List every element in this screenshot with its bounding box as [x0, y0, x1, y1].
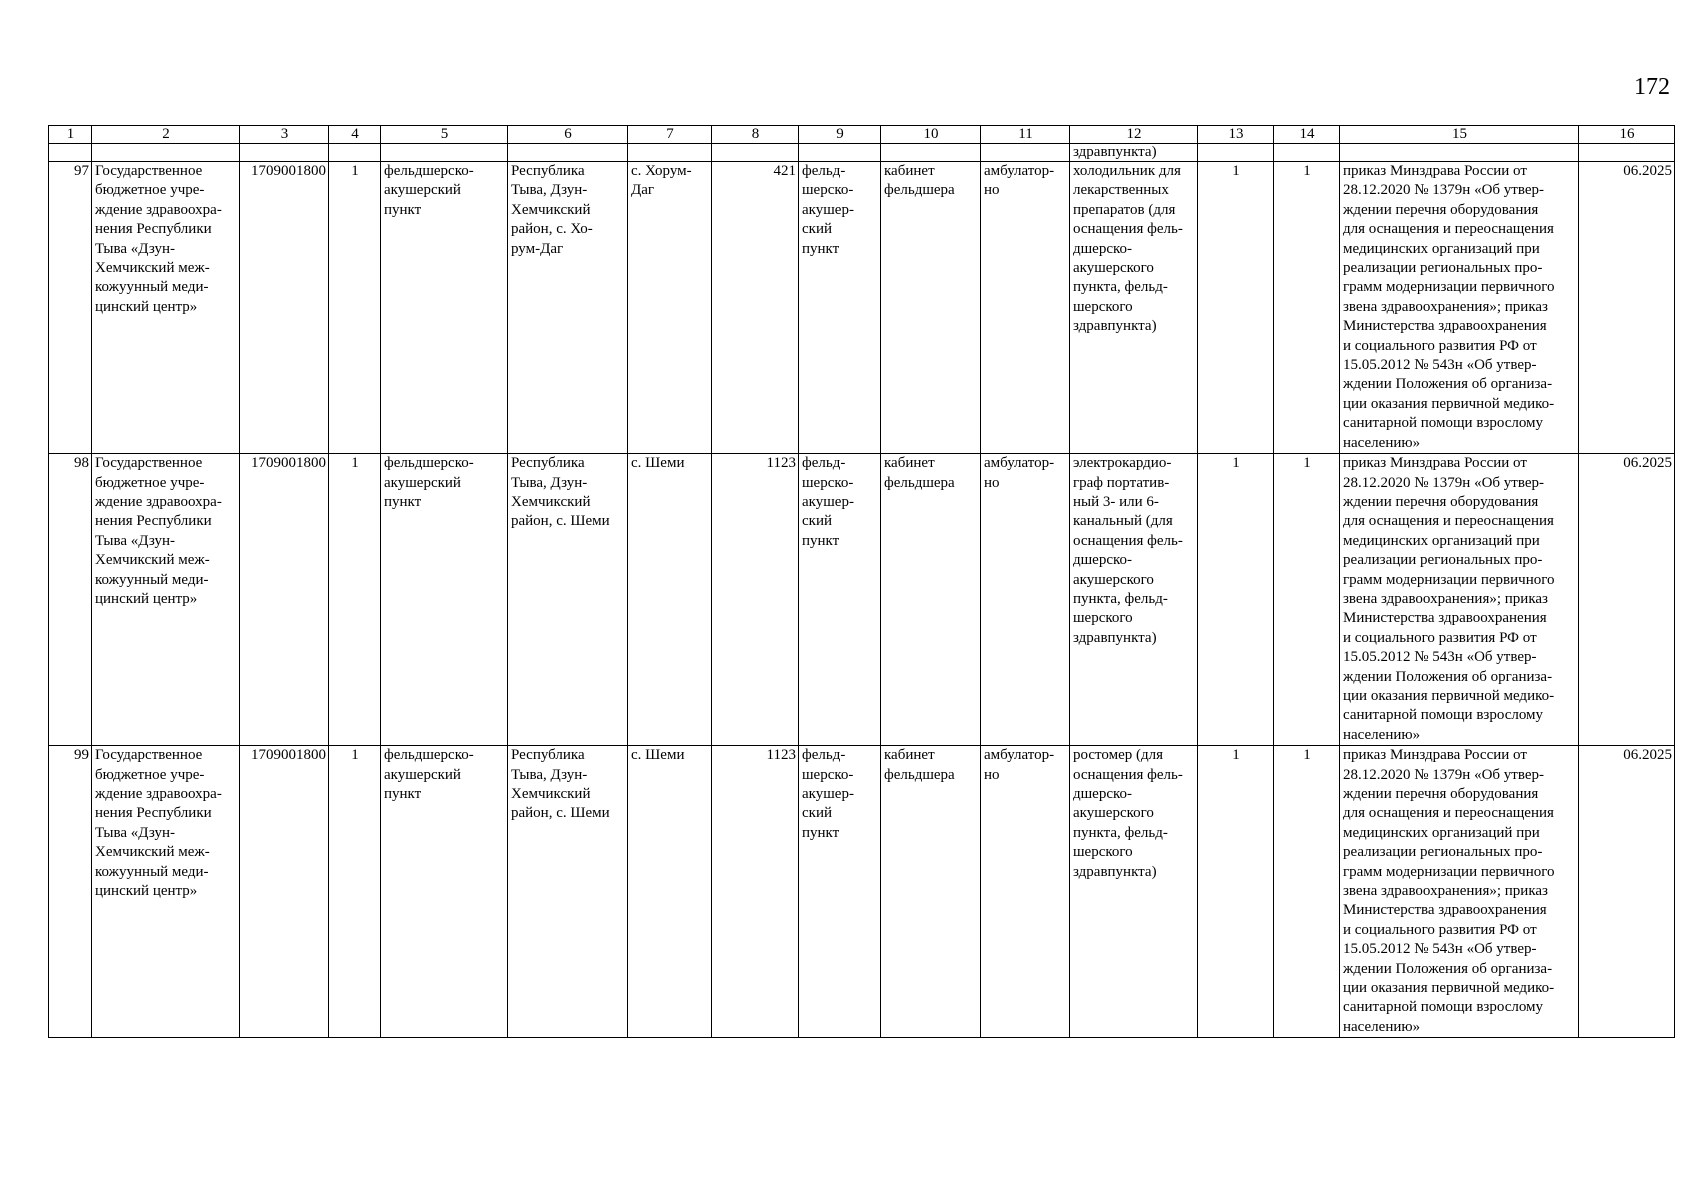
equipment: электрокардио- граф портатив- ный 3- или 6- канальный (для оснащения фель- дшерско- акушерского пункта, фельд- шерского здравпункта) [1070, 454, 1198, 746]
row-number: 99 [49, 746, 92, 1038]
facility-type: фельдшерско- акушерский пункт [381, 162, 508, 454]
locality: с. Шеми [628, 454, 712, 746]
table-row [49, 454, 1675, 746]
header-col-15: 15 [1340, 126, 1579, 144]
header-col-1: 1 [49, 126, 92, 144]
facility-address: Республика Тыва, Дзун- Хемчикский район, с. Шеми [508, 746, 628, 1038]
date: 06.2025 [1579, 454, 1675, 746]
header-col-11: 11 [981, 126, 1070, 144]
equipment: холодильник для лекарственных препаратов (для оснащения фель- дшерско- акушерского пункта, фельд- шерского здравпункта) [1070, 162, 1198, 454]
organization-name: Государственное бюджетное учре- ждение здравоохра- нения Республики Тыва «Дзун- Хемчикский меж- кожуунный меди- цинский центр» [92, 746, 240, 1038]
care-form: амбулатор- но [981, 162, 1070, 454]
col13-value: 1 [1198, 162, 1274, 454]
header-col-8: 8 [712, 126, 799, 144]
room: кабинет фельдшера [881, 454, 981, 746]
header-col-9: 9 [799, 126, 881, 144]
population: 421 [712, 162, 799, 454]
col4-value: 1 [329, 162, 381, 454]
header-col-4: 4 [329, 126, 381, 144]
equipment: ростомер (для оснащения фель- дшерско- акушерского пункта, фельд- шерского здравпункта) [1070, 746, 1198, 1038]
header-col-6: 6 [508, 126, 628, 144]
legal-basis: приказ Минздрава России от 28.12.2020 № 1379н «Об утвер- ждении перечня оборудования для оснащения и переоснащения медицинских организаций при реализации региональных про- грамм модернизации первичного звена здравоохранения»; приказ Министерства здравоохранения и социального развития РФ от 15.05.2012 № 543н «Об утвер- ждении Положения об организа- ции оказания первичной медико- санитарной помощи взрослому населению» [1340, 746, 1579, 1038]
date: 06.2025 [1579, 162, 1675, 454]
col14-value: 1 [1274, 454, 1340, 746]
column-number-header [49, 126, 1675, 144]
continuation-row [49, 144, 1675, 162]
organization-code: 1709001800 [240, 162, 329, 454]
unit: фельд- шерско- акушер- ский пункт [799, 162, 881, 454]
header-col-3: 3 [240, 126, 329, 144]
header-col-7: 7 [628, 126, 712, 144]
col13-value: 1 [1198, 746, 1274, 1038]
room: кабинет фельдшера [881, 162, 981, 454]
population: 1123 [712, 746, 799, 1038]
organization-name: Государственное бюджетное учре- ждение здравоохра- нения Республики Тыва «Дзун- Хемчикский меж- кожуунный меди- цинский центр» [92, 162, 240, 454]
header-col-13: 13 [1198, 126, 1274, 144]
page-number: 172 [1634, 74, 1670, 100]
header-col-5: 5 [381, 126, 508, 144]
continuation-equipment: здравпункта) [1070, 144, 1198, 162]
col4-value: 1 [329, 454, 381, 746]
date: 06.2025 [1579, 746, 1675, 1038]
legal-basis: приказ Минздрава России от 28.12.2020 № 1379н «Об утвер- ждении перечня оборудования для оснащения и переоснащения медицинских организаций при реализации региональных про- грамм модернизации первичного звена здравоохранения»; приказ Министерства здравоохранения и социального развития РФ от 15.05.2012 № 543н «Об утвер- ждении Положения об организа- ции оказания первичной медико- санитарной помощи взрослому населению» [1340, 162, 1579, 454]
unit: фельд- шерско- акушер- ский пункт [799, 746, 881, 1038]
population: 1123 [712, 454, 799, 746]
row-number: 97 [49, 162, 92, 454]
room: кабинет фельдшера [881, 746, 981, 1038]
legal-basis: приказ Минздрава России от 28.12.2020 № 1379н «Об утвер- ждении перечня оборудования для оснащения и переоснащения медицинских организаций при реализации региональных про- грамм модернизации первичного звена здравоохранения»; приказ Министерства здравоохранения и социального развития РФ от 15.05.2012 № 543н «Об утвер- ждении Положения об организа- ции оказания первичной медико- санитарной помощи взрослому населению» [1340, 454, 1579, 746]
col4-value: 1 [329, 746, 381, 1038]
care-form: амбулатор- но [981, 746, 1070, 1038]
header-col-2: 2 [92, 126, 240, 144]
care-form: амбулатор- но [981, 454, 1070, 746]
header-col-10: 10 [881, 126, 981, 144]
col14-value: 1 [1274, 162, 1340, 454]
locality: с. Хорум- Даг [628, 162, 712, 454]
col14-value: 1 [1274, 746, 1340, 1038]
facility-address: Республика Тыва, Дзун- Хемчикский район, с. Хо- рум-Даг [508, 162, 628, 454]
facility-address: Республика Тыва, Дзун- Хемчикский район, с. Шеми [508, 454, 628, 746]
facility-type: фельдшерско- акушерский пункт [381, 454, 508, 746]
organization-code: 1709001800 [240, 454, 329, 746]
row-number: 98 [49, 454, 92, 746]
organization-name: Государственное бюджетное учре- ждение здравоохра- нения Республики Тыва «Дзун- Хемчикский меж- кожуунный меди- цинский центр» [92, 454, 240, 746]
unit: фельд- шерско- акушер- ский пункт [799, 454, 881, 746]
equipment-register-table [48, 125, 1675, 1038]
header-col-14: 14 [1274, 126, 1340, 144]
table-row [49, 162, 1675, 454]
table-row [49, 746, 1675, 1038]
col13-value: 1 [1198, 454, 1274, 746]
organization-code: 1709001800 [240, 746, 329, 1038]
header-col-12: 12 [1070, 126, 1198, 144]
facility-type: фельдшерско- акушерский пункт [381, 746, 508, 1038]
header-col-16: 16 [1579, 126, 1675, 144]
locality: с. Шеми [628, 746, 712, 1038]
